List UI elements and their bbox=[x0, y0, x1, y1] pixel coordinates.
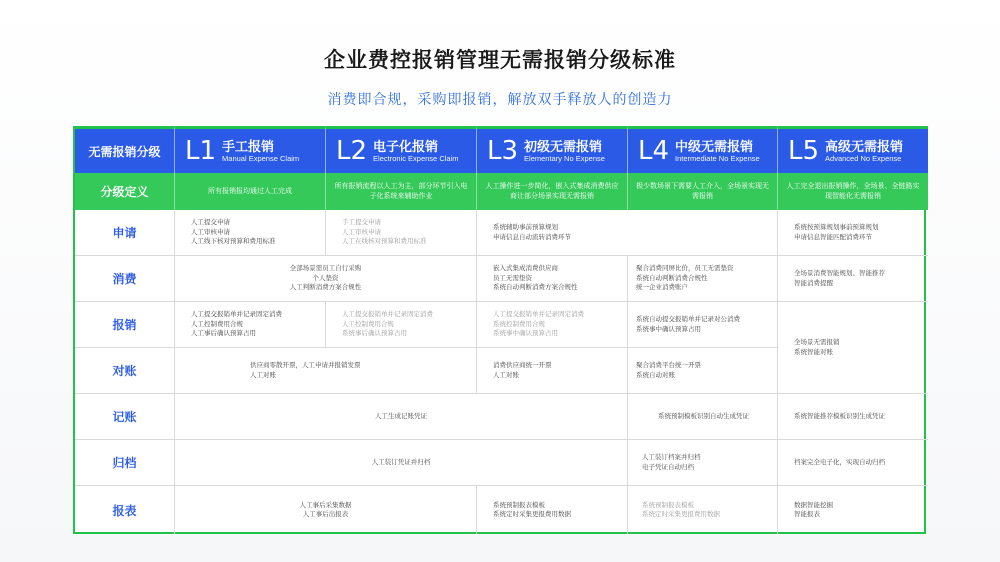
level-number: L1 bbox=[185, 136, 217, 166]
cell-reconcile-l3: 消费供应商统一开票 人工对账 bbox=[477, 348, 628, 394]
definition-cell: 极少数场景下需要人工介入，全场景实现无需报销 bbox=[628, 173, 778, 210]
cell-archive-l1-l3: 人工装订凭证并归档 bbox=[175, 440, 628, 486]
cell-bookkeeping-l4: 系统预制模板识别自动生成凭证 bbox=[628, 394, 778, 440]
level-number: L2 bbox=[336, 136, 368, 166]
level-header-l2 bbox=[326, 126, 477, 173]
cell-reimburse-l4: 系统自动提交报销单并记录对公消费 系统事中确认预算占用 bbox=[628, 302, 778, 348]
level-number: L4 bbox=[638, 136, 670, 166]
definition-cell: 人工操作进一步简化，嵌入式集成消费供应商让部分场景实现无需报销 bbox=[477, 173, 628, 210]
cell-apply-l2: 手工提交申请 人工审核申请 人工在线核对预算和费用标准 bbox=[326, 210, 477, 256]
cell-report-l3: 系统预制报表模板 系统定时采集更报费用数据 bbox=[477, 486, 628, 534]
cell-apply-l3-l4: 系统辅助事前预算规划 申请信息自动流转消费环节 bbox=[477, 210, 778, 256]
definition-cell: 所有报销流程以人工为主，部分环节引入电子化系统来辅助作业 bbox=[326, 173, 477, 210]
row-label-consume: 消费 bbox=[75, 256, 175, 302]
row-label-archive: 归档 bbox=[75, 440, 175, 486]
definition-label: 分级定义 bbox=[75, 173, 175, 210]
definition-cell: 人工完全退出报销操作，全场景、全链路实现智能化无需报销 bbox=[778, 173, 928, 210]
level-number: L5 bbox=[788, 136, 820, 166]
row-label-reimburse: 报销 bbox=[75, 302, 175, 348]
cell-bookkeeping-l1-l3: 人工生成记账凭证 bbox=[175, 394, 628, 440]
level-en-name: Intermediate No Expense bbox=[675, 153, 760, 163]
level-cn-name: 初级无需报销 bbox=[524, 138, 603, 154]
level-header-l5 bbox=[778, 126, 928, 173]
cell-report-l1-l2: 人工事后采集数据 人工事后出报表 bbox=[175, 486, 477, 534]
level-header-l3 bbox=[477, 126, 628, 173]
row-label-reconcile: 对账 bbox=[75, 348, 175, 394]
level-number: L3 bbox=[487, 136, 519, 166]
cell-reconcile-l4: 聚合消费平台统一开票 系统自动对账 bbox=[628, 348, 778, 394]
cell-reimburse-l2: 人工提交报销单并记录固定消费 人工控制费用合规 系统事后确认预算占用 bbox=[326, 302, 477, 348]
cell-apply-l1: 人工提交申请 人工审核申请 人工线下核对预算和费用标准 bbox=[175, 210, 326, 256]
row-label-bookkeeping: 记账 bbox=[75, 394, 175, 440]
cell-reconcile-l1-l2: 供应商零散开票，人工申请并报销发票 人工对账 bbox=[175, 348, 477, 394]
page-title: 企业费控报销管理无需报销分级标准 bbox=[324, 48, 676, 72]
level-header-l4 bbox=[628, 126, 778, 173]
cell-consume-l5: 全场景消费智能规划、智能推荐 智能消费提醒 bbox=[778, 256, 928, 302]
cell-report-l5: 数据智能挖掘 智能报表 bbox=[794, 501, 833, 518]
level-cn-name: 高级无需报销 bbox=[825, 138, 904, 154]
level-cn-name: 中级无需报销 bbox=[675, 138, 754, 154]
row-label-report: 报表 bbox=[75, 486, 175, 534]
cell-reimburse-l1: 人工提交报销单并记录固定消费 人工控制费用合规 人工事后确认预算占用 bbox=[175, 302, 326, 348]
level-en-name: Advanced No Expense bbox=[825, 153, 902, 163]
cell-bookkeeping-l5: 系统智能推荐模板识别生成凭证 bbox=[778, 394, 928, 440]
level-en-name: Manual Expense Claim bbox=[222, 153, 300, 163]
cell-archive-l4: 人工装订档案并归档 电子凭证自动归档 bbox=[628, 440, 778, 486]
level-en-name: Elementary No Expense bbox=[524, 153, 605, 163]
classification-table bbox=[73, 126, 926, 534]
cell-reimburse-l3: 人工提交报销单并记录固定消费 系统控制费用合规 系统事中确认预算占用 bbox=[477, 302, 628, 348]
level-header-l1 bbox=[175, 126, 326, 173]
corner-header: 无需报销分级 bbox=[75, 126, 175, 173]
cell-reimburse-l5: 全场景无需报销 系统智能对账 bbox=[778, 302, 928, 394]
cell-report-l4: 系统预制报表模板 系统定时采集更报费用数据 bbox=[628, 486, 778, 534]
cell-consume-l3: 嵌入式集成消费供应商 员工无需垫资 系统自动判断消费方案合规性 bbox=[477, 256, 628, 302]
cell-consume-l1-l2: 全部场景需员工自行采购 个人垫资 人工判断消费方案合规性 bbox=[175, 256, 477, 302]
level-cn-name: 电子化报销 bbox=[373, 138, 439, 154]
level-en-name: Electronic Expense Claim bbox=[373, 153, 459, 163]
cell-apply-l5: 系统按预算规划事前预算规划 申请信息智能匹配消费环节 bbox=[778, 210, 928, 256]
row-label-apply: 申请 bbox=[75, 210, 175, 256]
definition-cell: 所有报销报均通过人工完成 bbox=[175, 173, 326, 210]
cell-archive-l5: 档案完全电子化，实现自动归档 bbox=[778, 440, 928, 486]
page-subtitle: 消费即合规，采购即报销，解放双手释放人的创造力 bbox=[327, 92, 673, 108]
cell-consume-l4: 聚合消费同屏比价，员工无需垫资 系统自动判断消费合规性 统一企业消费账户 bbox=[628, 256, 778, 302]
level-cn-name: 手工报销 bbox=[222, 138, 275, 154]
